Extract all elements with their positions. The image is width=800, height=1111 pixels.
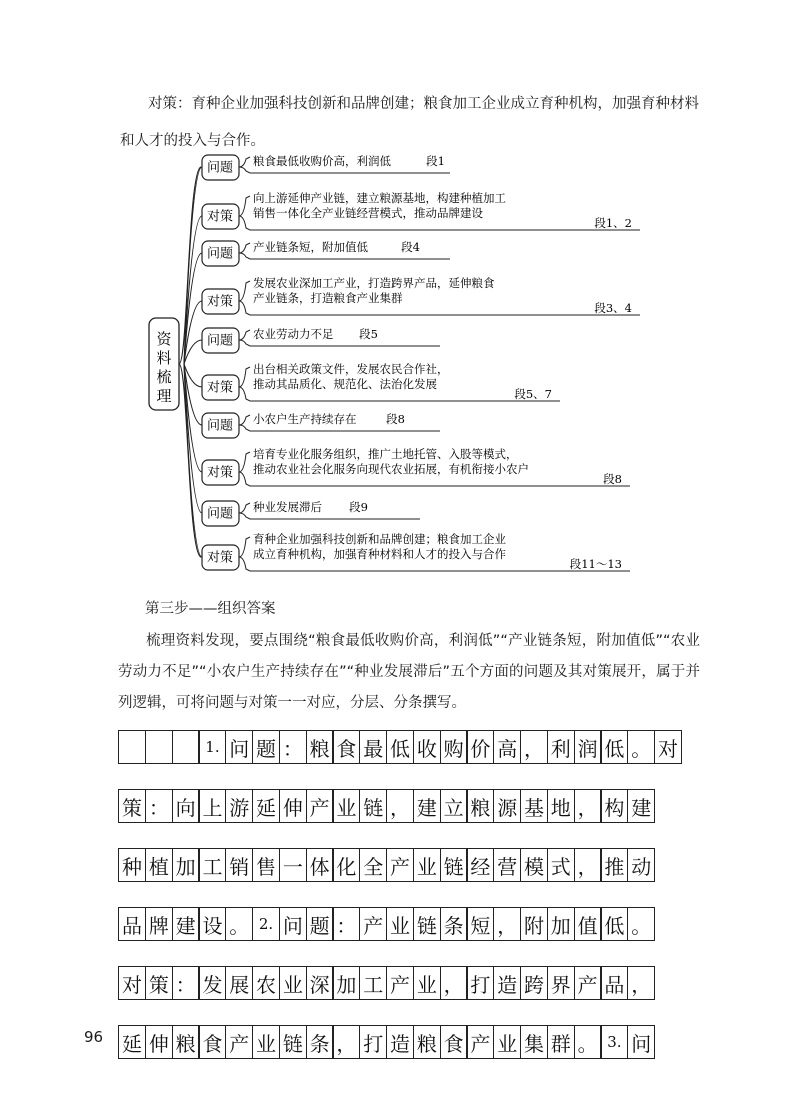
root-char: 理 — [156, 387, 172, 405]
grid-cell: 条 — [306, 1025, 334, 1059]
grid-cell: ： — [145, 789, 173, 823]
grid-cell: 伸 — [279, 789, 307, 823]
grid-cell: 对 — [654, 730, 682, 764]
tag-label: 问题 — [206, 160, 234, 176]
grid-cell: 销 — [225, 848, 253, 882]
branch-text: 推动农业社会化服务向现代农业拓展，有机衔接小农户 — [253, 462, 529, 476]
branch-text: 向上游延伸产业链，建立粮源基地，构建种植加工 — [253, 191, 506, 205]
grid-cell: 最 — [359, 730, 387, 764]
grid-cell: 。 — [627, 730, 655, 764]
grid-cell: ， — [520, 730, 548, 764]
grid-cell: 构 — [600, 789, 628, 823]
branch-text: 粮食最低收购价高，利润低 — [253, 154, 391, 168]
grid-cell: 低 — [600, 730, 628, 764]
grid-cell: 短 — [466, 907, 494, 941]
grid-cell: 业 — [493, 1025, 521, 1059]
grid-cell: 对 — [118, 966, 146, 1000]
brace-top — [239, 243, 250, 253]
grid-cell: 附 — [520, 907, 548, 941]
grid-cell: 式 — [547, 848, 575, 882]
grid-cell: 食 — [198, 1025, 226, 1059]
trunk-upper — [179, 167, 201, 364]
grid-cell: 产 — [306, 789, 334, 823]
branch-text: 产业链条短，附加值低 — [253, 240, 368, 254]
grid-cell: ， — [574, 789, 602, 823]
grid-cell: 。 — [627, 907, 655, 941]
grid-cell: 体 — [306, 848, 334, 882]
grid-row — [118, 789, 682, 823]
grid-cell — [172, 730, 200, 764]
grid-cell: 跨 — [520, 966, 548, 1000]
grid-cell: 。 — [225, 907, 253, 941]
grid-cell: 问 — [225, 730, 253, 764]
grid-cell: 链 — [359, 789, 387, 823]
brace-top — [239, 330, 250, 340]
grid-cell: 品 — [600, 966, 628, 1000]
grid-cell: 建 — [627, 789, 655, 823]
tag-label: 对策 — [206, 465, 234, 481]
grid-cell: 食 — [440, 1025, 468, 1059]
grid-cell: 问 — [279, 907, 307, 941]
tag-label: 问题 — [206, 333, 234, 349]
tag-label: 对策 — [206, 294, 234, 310]
grid-cell: 深 — [306, 966, 334, 1000]
grid-cell: 链 — [413, 907, 441, 941]
grid-cell: 业 — [413, 966, 441, 1000]
grid-cell: 营 — [493, 848, 521, 882]
ref-label: 段11～13 — [569, 557, 622, 571]
branch-text: 育种企业加强科技创新和品牌创建；粮食加工企业 — [253, 532, 506, 546]
trunk-lower — [179, 364, 201, 557]
brace-top — [239, 503, 250, 513]
grid-cell: 粮 — [413, 1025, 441, 1059]
grid-cell: 2. — [252, 907, 280, 941]
grid-cell — [118, 730, 146, 764]
ref-label: 段3、4 — [594, 301, 632, 315]
grid-cell: 润 — [574, 730, 602, 764]
grid-cell: 利 — [547, 730, 575, 764]
grid-cell: 伸 — [145, 1025, 173, 1059]
grid-cell: ， — [440, 966, 468, 1000]
grid-cell: 产 — [574, 966, 602, 1000]
grid-cell: 低 — [600, 907, 628, 941]
branch-text: 推动其品质化、规范化、法治化发展 — [253, 377, 437, 391]
grid-cell: 业 — [279, 966, 307, 1000]
analysis-paragraph: 梳理资料发现，要点围绕“粮食最低收购价高，利润低”“产业链条短，附加值低”“农业劳动力不足”“小农户生产持续存在”“种业发展滞后”五个方面的问题及其对策展开，属于并列逻辑，可将问题与对策一一对应，分层、分条撰写。 — [118, 633, 700, 711]
grid-cell: 业 — [252, 1025, 280, 1059]
branch-text: 农业劳动力不足 — [253, 327, 334, 341]
grid-cell: 产 — [386, 966, 414, 1000]
grid-cell: 粮 — [172, 1025, 200, 1059]
ref-label: 段1、2 — [594, 216, 632, 230]
brace-top — [239, 281, 250, 301]
branch-text: 小农户生产持续存在 — [253, 412, 357, 426]
grid-cell: 题 — [306, 907, 334, 941]
grid-cell: 。 — [574, 1025, 602, 1059]
step-three-heading: 第三步——组织答案 — [145, 601, 276, 617]
grid-cell: 一 — [279, 848, 307, 882]
grid-cell: 推 — [600, 848, 628, 882]
grid-cell: 链 — [279, 1025, 307, 1059]
branch-text: 出台相关政策文件，发展农民合作社， — [253, 362, 449, 376]
ref-label: 段8 — [603, 472, 622, 486]
grid-cell: ， — [574, 848, 602, 882]
grid-cell: 工 — [359, 966, 387, 1000]
grid-cell: 经 — [466, 848, 494, 882]
ref-label: 段1 — [426, 154, 445, 168]
grid-cell: ： — [172, 966, 200, 1000]
grid-cell: 业 — [386, 907, 414, 941]
grid-cell: 工 — [198, 848, 226, 882]
grid-cell: 品 — [118, 907, 146, 941]
ref-label: 段5 — [359, 327, 378, 341]
ref-label: 段9 — [349, 500, 368, 514]
grid-row — [118, 966, 682, 1000]
grid-cell: 向 — [172, 789, 200, 823]
grid-cell: 模 — [520, 848, 548, 882]
brace-top — [239, 367, 250, 387]
brace-top — [239, 415, 250, 425]
grid-cell: 基 — [520, 789, 548, 823]
grid-cell: 加 — [332, 966, 360, 1000]
grid-cell: 植 — [145, 848, 173, 882]
branch-text: 种业发展滞后 — [253, 500, 322, 514]
grid-cell: 产 — [466, 1025, 494, 1059]
brace-top — [239, 537, 250, 557]
grid-cell: 上 — [198, 789, 226, 823]
grid-cell: 值 — [574, 907, 602, 941]
root-char: 料 — [156, 349, 172, 367]
grid-cell: 高 — [493, 730, 521, 764]
grid-cell: 收 — [413, 730, 441, 764]
grid-cell: 建 — [413, 789, 441, 823]
grid-cell: 业 — [413, 848, 441, 882]
brace-top — [239, 452, 250, 472]
grid-cell: 种 — [118, 848, 146, 882]
ref-label: 段8 — [386, 412, 405, 426]
branch-text: 产业链条，打造粮食产业集群 — [253, 291, 403, 305]
tag-label: 问题 — [206, 506, 234, 522]
grid-cell: 加 — [172, 848, 200, 882]
tag-label: 对策 — [206, 380, 234, 396]
grid-cell: 链 — [440, 848, 468, 882]
grid-cell — [145, 730, 173, 764]
grid-cell: 打 — [466, 966, 494, 1000]
tag-label: 对策 — [206, 550, 234, 566]
grid-cell: 购 — [440, 730, 468, 764]
grid-cell: 价 — [466, 730, 494, 764]
grid-cell: 集 — [520, 1025, 548, 1059]
grid-cell: ： — [332, 907, 360, 941]
grid-row — [118, 730, 682, 764]
grid-cell: 游 — [225, 789, 253, 823]
grid-cell: ， — [386, 789, 414, 823]
grid-cell: 策 — [145, 966, 173, 1000]
grid-cell: 策 — [118, 789, 146, 823]
grid-cell: 3. — [600, 1025, 628, 1059]
grid-cell: 延 — [118, 1025, 146, 1059]
grid-cell: 牌 — [145, 907, 173, 941]
grid-cell: 加 — [547, 907, 575, 941]
grid-cell: 粮 — [306, 730, 334, 764]
page-number: 96 — [84, 1028, 104, 1046]
grid-cell: 问 — [627, 1025, 655, 1059]
grid-cell: 业 — [332, 789, 360, 823]
grid-cell: 产 — [359, 907, 387, 941]
grid-row — [118, 1025, 682, 1059]
grid-cell: ， — [332, 1025, 360, 1059]
branch-text: 成立育种机构，加强育种材料和人才的投入与合作 — [253, 547, 506, 561]
branch-text: 培育专业化服务组织，推广土地托管、入股等模式， — [253, 447, 518, 461]
root-char: 梳 — [156, 368, 172, 386]
grid-cell: 题 — [252, 730, 280, 764]
grid-cell: ， — [493, 907, 521, 941]
grid-cell: ： — [279, 730, 307, 764]
grid-row — [118, 907, 682, 941]
grid-cell: 源 — [493, 789, 521, 823]
grid-cell: 农 — [252, 966, 280, 1000]
grid-cell: 群 — [547, 1025, 575, 1059]
grid-cell: 展 — [225, 966, 253, 1000]
branch-text: 发展农业深加工产业，打造跨界产品，延伸粮食 — [253, 276, 495, 290]
branch-text: 销售一体化全产业链经营模式，推动品牌建设 — [253, 206, 483, 220]
tag-label: 问题 — [206, 246, 234, 262]
grid-cell: 打 — [359, 1025, 387, 1059]
grid-cell: ， — [627, 966, 655, 1000]
grid-cell: 全 — [359, 848, 387, 882]
grid-cell: 化 — [332, 848, 360, 882]
grid-row — [118, 848, 682, 882]
brace-top — [239, 157, 250, 167]
tag-label: 问题 — [206, 418, 234, 434]
grid-cell: 粮 — [466, 789, 494, 823]
grid-cell: 售 — [252, 848, 280, 882]
grid-cell: 延 — [252, 789, 280, 823]
grid-cell: 造 — [386, 1025, 414, 1059]
ref-label: 段4 — [401, 240, 420, 254]
root-char: 资 — [156, 330, 172, 348]
grid-cell: 1. — [198, 730, 226, 764]
brace-top — [239, 196, 250, 216]
grid-cell: 造 — [493, 966, 521, 1000]
grid-cell: 产 — [386, 848, 414, 882]
ref-label: 段5、7 — [514, 387, 552, 401]
grid-cell: 低 — [386, 730, 414, 764]
intro-paragraph: 对策：育种企业加强科技创新和品牌创建；粮食加工企业成立育种机构，加强育种材料和人才的投入与合作。 — [120, 96, 699, 149]
answer-grid — [118, 730, 682, 1084]
grid-cell: 立 — [440, 789, 468, 823]
grid-cell: 动 — [627, 848, 655, 882]
tag-label: 对策 — [206, 209, 234, 225]
grid-cell: 产 — [225, 1025, 253, 1059]
grid-cell: 食 — [332, 730, 360, 764]
grid-cell: 设 — [198, 907, 226, 941]
grid-cell: 地 — [547, 789, 575, 823]
grid-cell: 发 — [198, 966, 226, 1000]
grid-cell: 界 — [547, 966, 575, 1000]
grid-cell: 条 — [440, 907, 468, 941]
grid-cell: 建 — [172, 907, 200, 941]
